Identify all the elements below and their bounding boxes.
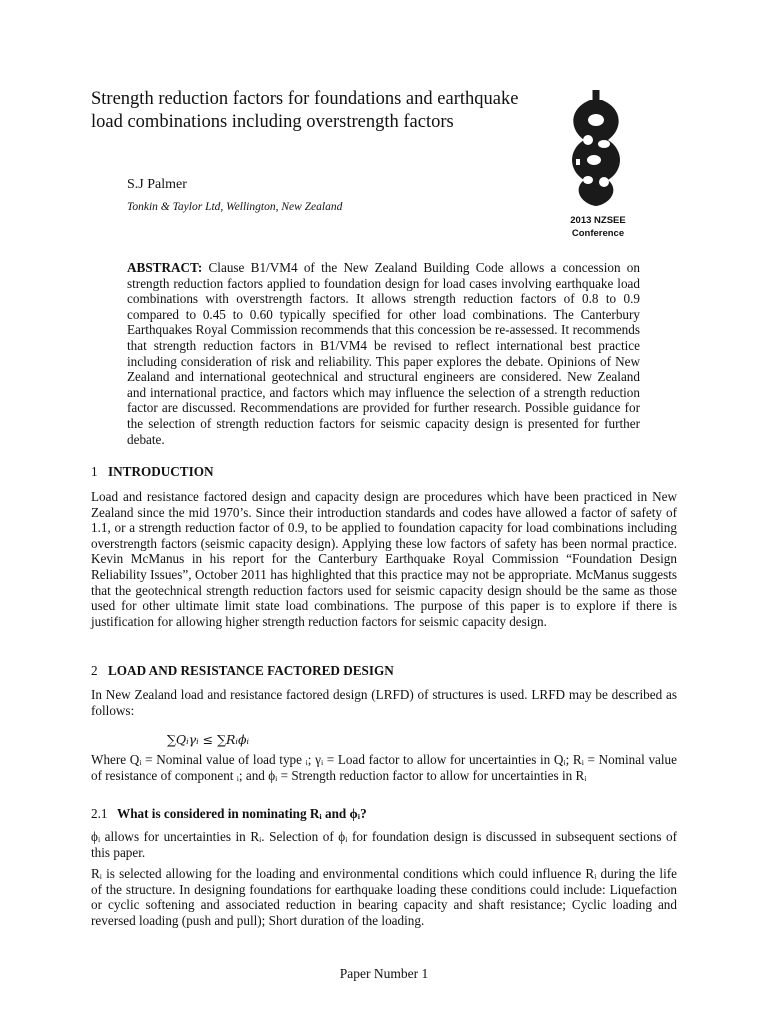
section-2-where: Where Qᵢ = Nominal value of load type ᵢ; γᵢ = Load factor to allow for uncertainties in Qᵢ; Rᵢ = Nominal value of resistance of component ᵢ; and ϕᵢ = Strength reduction factor to allow for uncertainties in Rᵢ (91, 752, 677, 783)
abstract (127, 260, 640, 447)
section-2-1-paragraph-1: ϕᵢ allows for uncertainties in Rᵢ. Selection of ϕᵢ for foundation design is discussed in subsequent sections of this paper. (91, 829, 677, 860)
nzsee-logo-icon (560, 88, 632, 208)
conference-line-2: Conference (571, 228, 625, 239)
section-1-heading (91, 464, 214, 480)
section-2-number: 2 (91, 663, 98, 678)
abstract-label: ABSTRACT: (127, 260, 203, 275)
section-2-title: LOAD AND RESISTANCE FACTORED DESIGN (108, 663, 394, 678)
section-2-heading (91, 663, 394, 679)
conference-line-1: 2013 NZSEE (570, 215, 626, 226)
section-2-paragraph: In New Zealand load and resistance factored design (LRFD) of structures is used. LRFD may be described as follows: (91, 687, 677, 718)
section-1-paragraph: Load and resistance factored design and capacity design are procedures which have been practiced in New Zealand since the mid 1970’s. Since their introduction standards and codes have allowed a factor of safety of 1.1, or a strength reduction factor of 0.9, to be applied to foundation capacity for load combinations including overstrength factors (seismic capacity design). Applying these low factors of safety has been normal practice. Kevin McManus in his report for the Canterbury Earthquake Royal Commission “Foundation Design Reliability Issues”, October 2011 has highlighted that this practice may not be appropriate. McManus suggests that the geotechnical strength reduction factors used for seismic capacity design should be the same as those used for other ultimate limit state load combinations. The purpose of this paper is to explore if there is justification for allowing higher strength reduction factors for seismic capacity design. (91, 489, 677, 629)
lrfd-equation: ∑Qᵢγᵢ ≤ ∑Rᵢϕᵢ (167, 732, 249, 747)
paper-title: Strength reduction factors for foundations and earthquake load combinations including overstrength factors (91, 89, 519, 132)
page-footer: Paper Number 1 (339, 966, 429, 981)
abstract-text: Clause B1/VM4 of the New Zealand Building Code allows a concession on strength reduction factors applied to foundation design for load cases involving earthquake load combinations with overstrength factors. It allows strength reduction factors of 0.8 to 0.9 compared to 0.45 to 0.60 typically specified for other load combinations. The Canterbury Earthquakes Royal Commission recommends that this concession be re-assessed. It recommends that strength reduction factors in B1/VM4 be revised to reflect international best practice including consideration of risk and reliability. This paper explores the debate. Opinions of New Zealand and international geotechnical and structural engineers are considered. New Zealand and international practice, and factors which may influence the selection of a strength reduction factor are discussed. Recommendations are provided for further research. Possible guidance for the selection of strength reduction factors for seismic capacity design is presented for further debate. (127, 260, 640, 447)
section-2-1-number: 2.1 (91, 806, 108, 821)
section-2-1-heading (91, 806, 367, 822)
author-affiliation: Tonkin & Taylor Ltd, Wellington, New Zealand (127, 201, 343, 213)
section-2-1-title: What is considered in nominating Rᵢ and ϕᵢ? (117, 806, 367, 821)
section-2-1-paragraph-2: Rᵢ is selected allowing for the loading and environmental conditions which could influence Rᵢ during the life of the structure. In designing foundations for earthquake loading these conditions could include: Liquefaction or cyclic softening and associated reduction in bearing capacity and shaft resistance; Cyclic loading and reversed loading (push and pull); Short duration of the loading. (91, 866, 677, 928)
author-name: S.J Palmer (127, 177, 187, 192)
section-1-number: 1 (91, 464, 98, 479)
conference-label (548, 214, 648, 240)
section-1-title: INTRODUCTION (108, 464, 214, 479)
